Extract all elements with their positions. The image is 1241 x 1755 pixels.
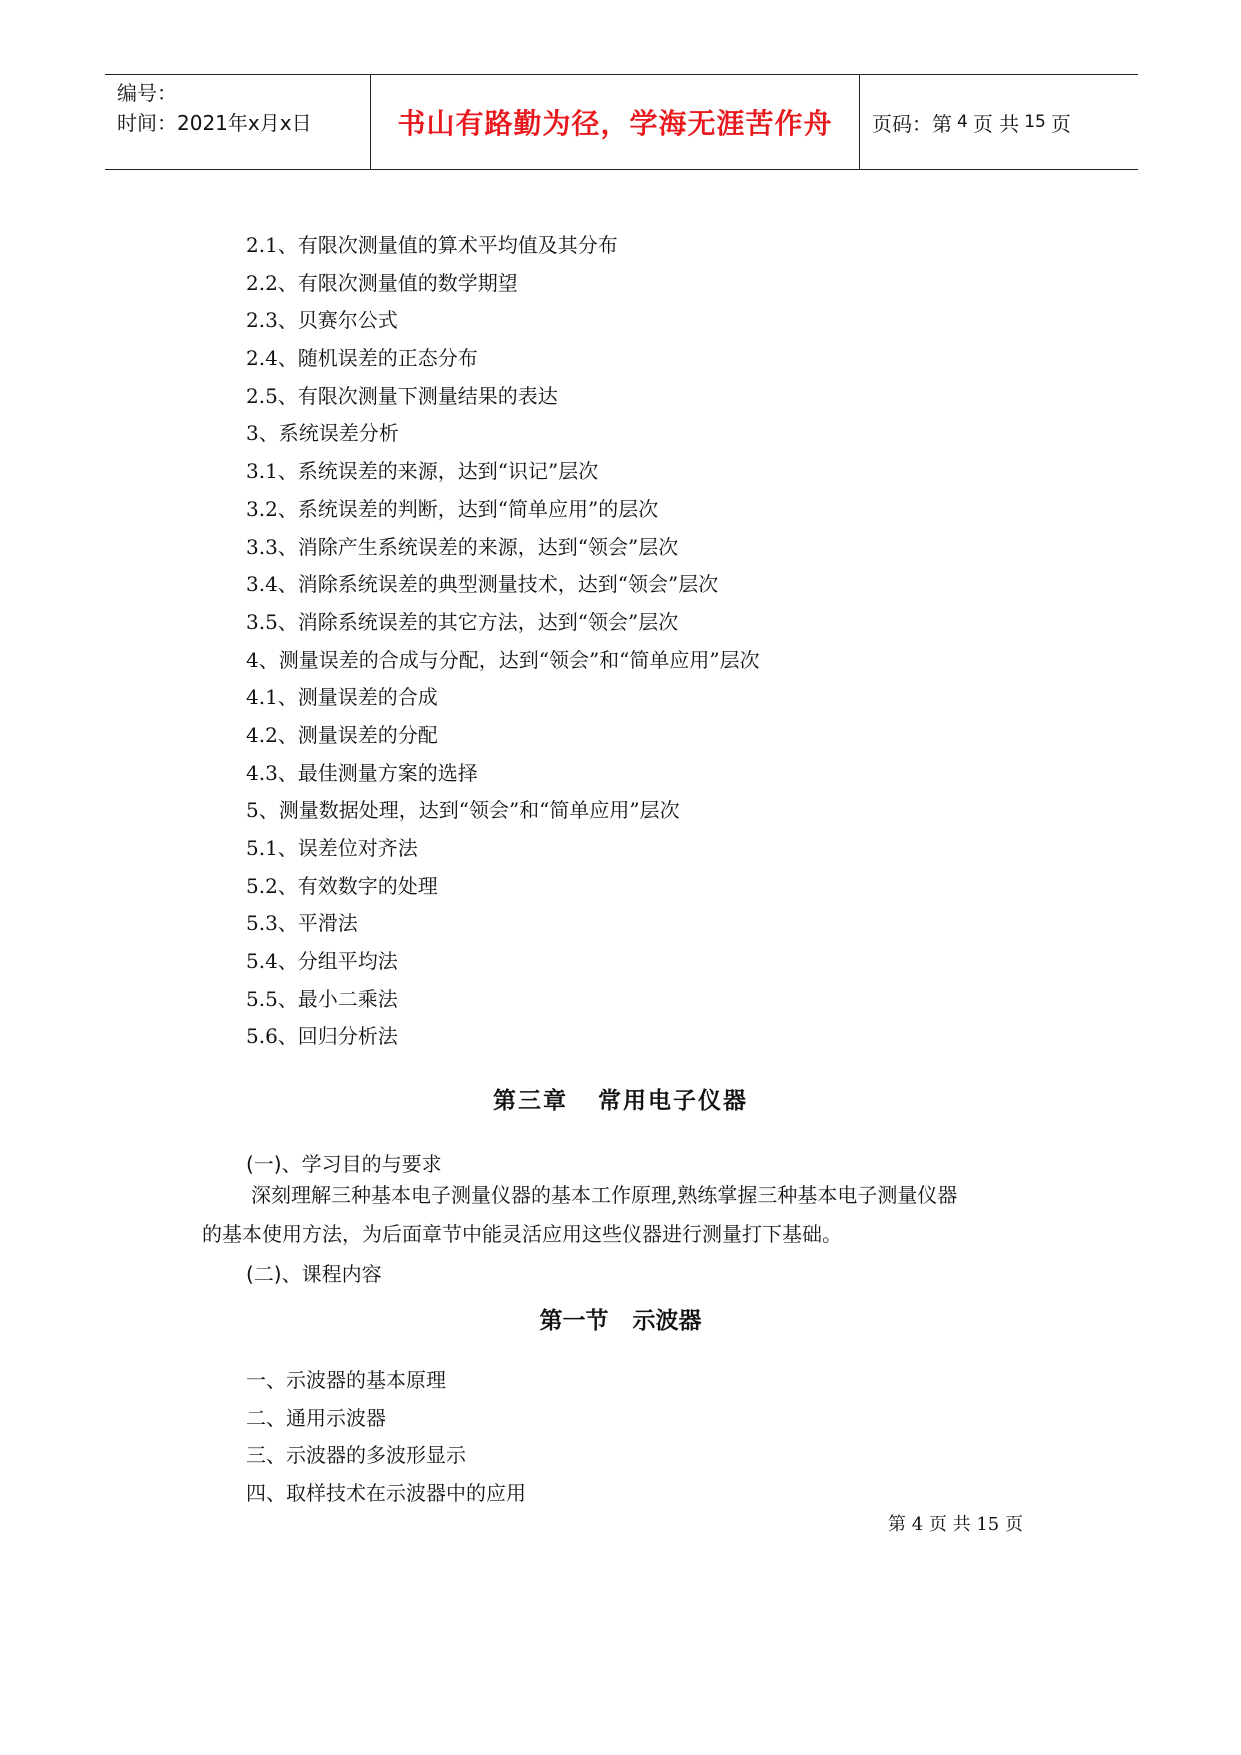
outline-item: 3.5、消除系统误差的其它方法，达到“领会”层次 <box>246 609 679 634</box>
content-heading: (二)、课程内容 <box>246 1262 382 1286</box>
objectives-line-1: 深刻理解三种基本电子测量仪器的基本工作原理,熟练掌握三种基本电子测量仪器 <box>251 1183 958 1207</box>
outline-item: 5.4、分组平均法 <box>246 949 398 974</box>
outline-item: 5.1、误差位对齐法 <box>246 836 418 860</box>
outline-list <box>246 227 760 1056</box>
section-item: 二、通用示波器 <box>246 1405 386 1430</box>
chapter-title: 第三章 常用电子仪器 <box>492 1088 749 1114</box>
outline-item: 2.2、有限次测量值的数学期望 <box>246 270 518 295</box>
section-item: 四、取样技术在示波器中的应用 <box>246 1481 526 1506</box>
objectives-paragraph <box>202 1176 1082 1254</box>
date-line: 时间：2021年x月x日 <box>117 111 312 135</box>
outline-item: 2.4、随机误差的正态分布 <box>246 346 478 371</box>
header-motto: 书山有路勤为径，学海无涯苦作舟 <box>397 107 833 140</box>
outline-item: 3.2、系统误差的判断，达到“简单应用”的层次 <box>246 496 659 521</box>
objectives-heading: (一)、学习目的与要求 <box>246 1152 442 1176</box>
outline-item: 3.4、消除系统误差的典型测量技术，达到“领会”层次 <box>246 572 719 597</box>
page-prefix: 页码：第 <box>872 111 952 136</box>
page-total: 15 <box>1024 112 1046 132</box>
outline-item: 5.3、平滑法 <box>246 911 358 936</box>
serial-label: 编号： <box>117 81 177 105</box>
section-title: 第一节 示波器 <box>539 1308 702 1334</box>
header-page-info <box>858 75 1138 169</box>
section-item-list <box>246 1362 526 1513</box>
outline-item: 4.1、测量误差的合成 <box>246 685 438 710</box>
section-item: 三、示波器的多波形显示 <box>246 1443 466 1468</box>
header-left <box>105 75 370 169</box>
outline-item: 4.3、最佳测量方案的选择 <box>246 760 478 785</box>
outline-item: 3.3、消除产生系统误差的来源，达到“领会”层次 <box>246 534 679 559</box>
outline-item: 3、系统误差分析 <box>246 421 399 446</box>
objectives-line-2: 的基本使用方法，为后面章节中能灵活应用这些仪器进行测量打下基础。 <box>202 1222 842 1246</box>
page-current: 4 <box>957 112 968 132</box>
outline-item: 2.3、贝赛尔公式 <box>246 308 398 333</box>
outline-item: 4、测量误差的合成与分配，达到“领会”和“简单应用”层次 <box>246 647 760 672</box>
page-header <box>105 74 1138 170</box>
outline-item: 5.5、最小二乘法 <box>246 986 398 1011</box>
outline-item: 5、测量数据处理，达到“领会”和“简单应用”层次 <box>246 798 680 823</box>
outline-item: 5.6、回归分析法 <box>246 1024 398 1049</box>
outline-item: 2.5、有限次测量下测量结果的表达 <box>246 383 558 408</box>
header-center <box>370 75 860 169</box>
outline-item: 3.1、系统误差的来源，达到“识记”层次 <box>246 459 599 484</box>
outline-item: 2.1、有限次测量值的算术平均值及其分布 <box>246 233 618 257</box>
outline-item: 5.2、有效数字的处理 <box>246 873 438 898</box>
section-item: 一、示波器的基本原理 <box>246 1368 446 1392</box>
page-mid: 页 共 <box>972 111 1020 136</box>
page-footer: 第 4 页 共 15 页 <box>888 1514 1023 1535</box>
page-suffix: 页 <box>1050 111 1071 136</box>
outline-item: 4.2、测量误差的分配 <box>246 722 438 747</box>
